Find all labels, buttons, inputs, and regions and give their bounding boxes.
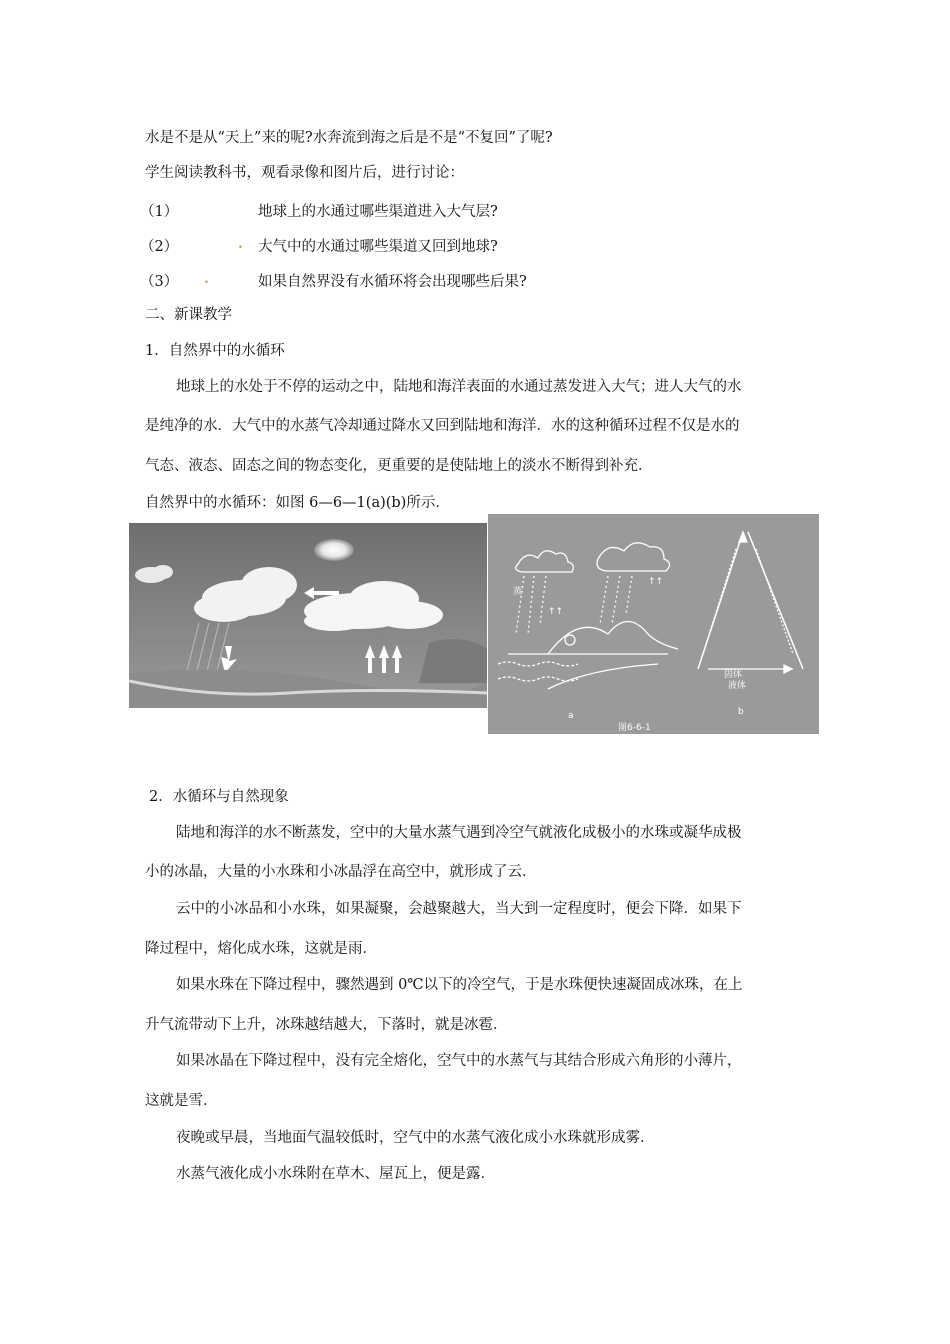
question-text: 如果自然界没有水循环将会出现哪些后果? xyxy=(258,274,527,290)
svg-text:↑↑: ↑↑ xyxy=(648,577,664,587)
paragraph-line: 如果水珠在下降过程中，骤然遇到 0℃以下的冷空气，于是水珠便快速凝固成冰珠，在上 xyxy=(176,977,743,993)
figure-sublabel-a: a xyxy=(568,711,574,721)
svg-text:↑↑: ↑↑ xyxy=(548,607,564,617)
intro-question-line: 水是不是从“天上”来的呢?水奔流到海之后是不是“不复回”了呢? xyxy=(145,130,553,146)
paragraph-line: 云中的小冰品和小水珠，如果凝聚，会越聚越大，当大到一定程度时，便会下降．如果下 xyxy=(176,901,742,917)
section-heading: 二、新课教学 xyxy=(145,307,232,323)
paragraph-line: 这就是雪． xyxy=(145,1093,218,1109)
paragraph-line: 小的冰晶，大量的小水珠和小冰晶浮在高空中，就形成了云． xyxy=(145,864,537,880)
paragraph-line: 夜晚或早晨，当地面气温较低时，空气中的水蒸气液化成小水珠就形成雾． xyxy=(176,1130,655,1146)
paragraph-line: 是纯净的水．大气中的水蒸气冷却通过降水又回到陆地和海洋．水的这种循环过程不仅是水的 xyxy=(145,418,740,434)
stray-dot-mark: . xyxy=(238,236,243,252)
sun-icon xyxy=(314,539,354,561)
arrow-up-icon xyxy=(365,645,402,673)
cloud-icon xyxy=(516,551,574,572)
question-number: （2） xyxy=(140,239,179,255)
stray-dot-mark: . xyxy=(204,271,209,287)
paragraph-line: 降过程中，熔化成水珠，这就是雨． xyxy=(145,941,377,957)
water-cycle-photo xyxy=(129,523,487,708)
intro-activity-line: 学生阅读教科书，观看录像和图片后，进行讨论： xyxy=(145,165,464,181)
subsection-heading: 1．自然界中的水循环 xyxy=(145,343,285,359)
cloud-icon xyxy=(597,543,670,571)
sketch-label: 蒸 xyxy=(513,587,523,597)
rain-icon xyxy=(516,576,632,634)
question-number: （1） xyxy=(140,204,179,220)
paragraph-line: 地球上的水处于不停的运动之中，陆地和海洋表面的水通过蒸发进入大气；进人大气的水 xyxy=(176,379,742,395)
figure-sublabel-b: b xyxy=(738,707,744,717)
water-cycle-sketch xyxy=(488,514,819,734)
question-text: 地球上的水通过哪些渠道进入大气层? xyxy=(258,204,498,220)
subsection-heading: 2．水循环与自然现象 xyxy=(149,789,289,805)
figure-caption: 自然界中的水循环：如图 6—6—1(a)(b)所示． xyxy=(145,495,450,511)
paragraph-line: 升气流带动下上升，冰珠越结越大，下落时，就是冰雹． xyxy=(145,1017,508,1033)
figure-number-label: 图6-6-1 xyxy=(618,723,651,733)
paragraph-line: 水蒸气液化成小水珠附在草木、屋瓦上，便是露． xyxy=(176,1166,495,1182)
triangle-label-bottom2: 液体 xyxy=(728,681,747,691)
paragraph-line: 气态、液态、固态之间的物态变化，更重要的是使陆地上的淡水不断得到补充． xyxy=(145,458,653,474)
triangle-label-bottom: 固体 xyxy=(724,670,743,680)
paragraph-line: 陆地和海洋的水不断蒸发，空中的大量水蒸气遇到冷空气就液化成极小的水珠或凝华成极 xyxy=(176,825,742,841)
paragraph-line: 如果冰晶在下降过程中，没有完全熔化，空气中的水蒸气与其结合形成六角形的小薄片， xyxy=(176,1053,742,1069)
question-text: 大气中的水通过哪些渠道又回到地球? xyxy=(258,239,498,255)
question-number: （3） xyxy=(140,274,179,290)
